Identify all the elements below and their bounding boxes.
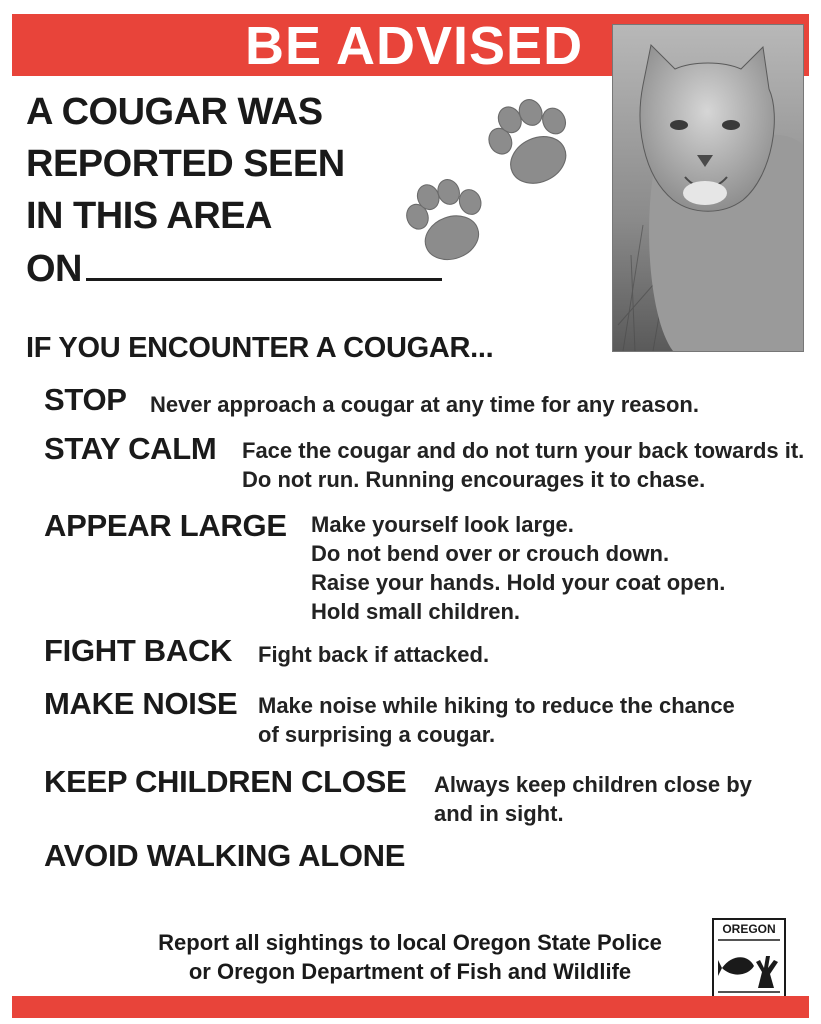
paw-print-lower	[398, 169, 496, 266]
tip-text-line: Never approach a cougar at any time for any reason.	[150, 392, 699, 417]
headline	[26, 86, 442, 295]
tip-text-line: of surprising a cougar.	[258, 722, 496, 747]
tip-text-keep-children-close	[434, 770, 752, 828]
tip-text-line: Always keep children close by	[434, 772, 752, 797]
tip-heading-keep-children-close: KEEP CHILDREN CLOSE	[44, 764, 407, 799]
tip-text-line: Raise your hands. Hold your coat open.	[311, 570, 726, 595]
tip-text-line: Make yourself look large.	[311, 512, 574, 537]
cougar-photo	[612, 24, 804, 352]
footer-line-1: Report all sightings to local Oregon State Police	[158, 930, 662, 955]
tip-heading-avoid-walking-alone: AVOID WALKING ALONE	[44, 838, 406, 873]
tip-text-make-noise	[258, 691, 735, 749]
tip-text-line: Do not bend over or crouch down.	[311, 541, 670, 566]
encounter-heading: IF YOU ENCOUNTER A COUGAR...	[26, 332, 494, 364]
banner-title: BE ADVISED	[245, 16, 584, 76]
tip-text-line: Make noise while hiking to reduce the chance	[258, 693, 735, 718]
tip-heading-stay-calm: STAY CALM	[44, 431, 217, 466]
tip-heading-appear-large: APPEAR LARGE	[44, 508, 287, 543]
tip-text-line: and in sight.	[434, 801, 564, 826]
tip-heading-stop: STOP	[44, 382, 127, 417]
date-blank-line	[86, 242, 442, 281]
tip-text-line: Hold small children.	[311, 599, 521, 624]
tip-heading-make-noise: MAKE NOISE	[44, 686, 238, 721]
tip-text-stop	[150, 390, 699, 419]
tip-text-appear-large	[311, 510, 725, 626]
tip-text-line: Do not run. Running encourages it to chase.	[242, 467, 706, 492]
paw-print-upper	[478, 86, 585, 195]
headline-line-3: IN THIS AREA	[26, 195, 272, 237]
tip-heading-fight-back: FIGHT BACK	[44, 633, 233, 668]
footer-line-2: or Oregon Department of Fish and Wildlife	[188, 959, 632, 984]
tip-text-fight-back	[258, 640, 489, 669]
cougar-illustration	[613, 25, 803, 351]
footer-report-text	[110, 928, 710, 986]
tip-text-line: Face the cougar and do not turn your back towards it.	[242, 438, 805, 463]
headline-line-2: REPORTED SEEN	[26, 143, 345, 185]
tip-text-line: Fight back if attacked.	[258, 642, 490, 667]
fish-and-deer-icon	[718, 938, 780, 994]
headline-on-word: ON	[26, 248, 82, 290]
tip-text-stay-calm	[242, 436, 804, 494]
logo-top-text: OREGON	[722, 922, 776, 936]
headline-line-4	[26, 242, 442, 295]
paw-prints-icon	[398, 86, 588, 266]
headline-line-1: A COUGAR WAS	[26, 91, 323, 133]
footer-banner	[12, 996, 809, 1018]
